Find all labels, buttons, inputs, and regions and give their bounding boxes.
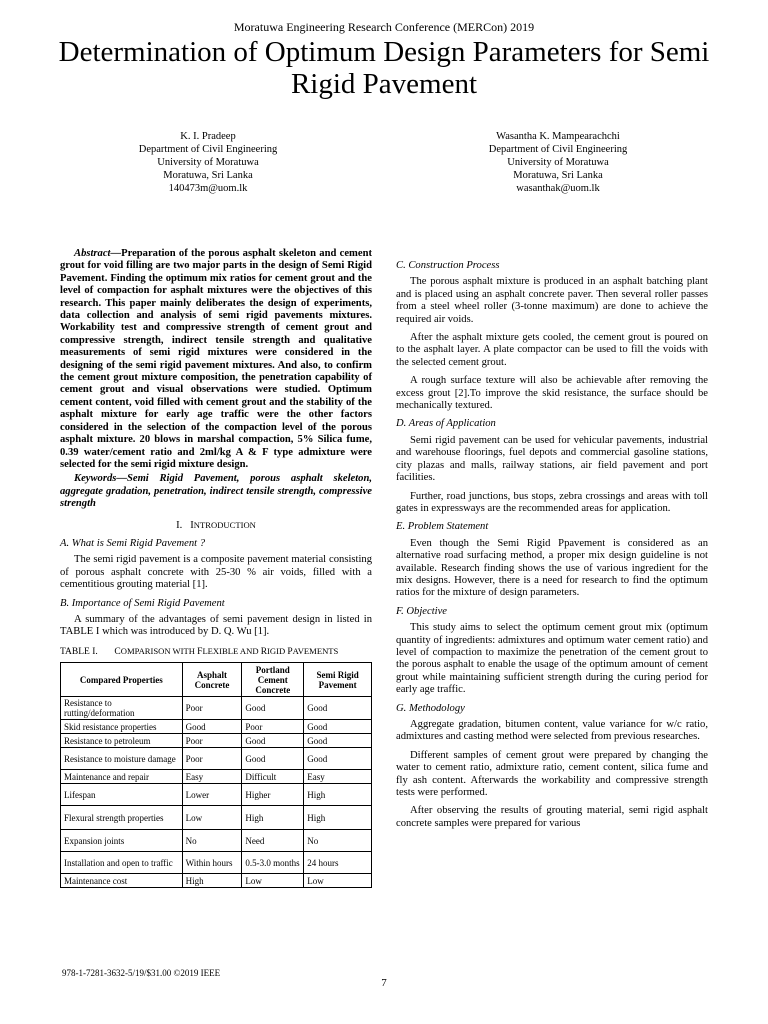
conference-header: Moratuwa Engineering Research Conference (MERCon) 2019 <box>233 20 535 34</box>
table-cell: Need <box>242 830 304 852</box>
table-row <box>61 852 372 874</box>
paragraph-c3: A rough surface texture will also be achievable after removing the excess grout [2].To improve the skid resistance, the surface should be mechanically textured. <box>396 375 708 412</box>
subsection-heading-c: C. Construction Process <box>396 260 500 271</box>
table-row <box>61 830 372 852</box>
table-cell: Easy <box>304 770 372 784</box>
paragraph-f: This study aims to select the optimum cement grout mix (optimum quantity of ingredients: admixtures and optimum water cement ratio) and level of compaction to maximize the penetration of the cement grout to the porous asphalt to enable the usage of the optimum amount of cement grout while maintaining sufficient strength during the curing period for early age traffic. <box>396 622 708 696</box>
table-cell: Poor <box>242 720 304 734</box>
table-cell: Low <box>304 874 372 888</box>
table-cell: Higher <box>242 784 304 806</box>
paper-title: Determination of Optimum Design Parameters for Semi Rigid Pavement <box>58 36 710 100</box>
table-row <box>61 748 372 770</box>
table-cell: Skid resistance properties <box>61 720 183 734</box>
subsection-heading-d: D. Areas of Application <box>396 418 496 430</box>
caption-part-4: AVEMENTS <box>292 645 339 656</box>
table-cell: High <box>242 806 304 830</box>
keywords <box>60 473 372 510</box>
paragraph-d1: Semi rigid pavement can be used for vehicular pavements, industrial and warehouse floorings, fuel depots and commercial gasoline stations, city plazas and malls, railway stations, air field pavement and port facilities. <box>396 434 708 484</box>
table-row <box>61 874 372 888</box>
table-cell: Resistance to petroleum <box>61 734 183 748</box>
table-row <box>61 720 372 734</box>
table-cell: Expansion joints <box>61 830 183 852</box>
subsection-heading-a: A. What is Semi Rigid Pavement ? <box>60 537 206 549</box>
table-row <box>61 734 372 748</box>
table-cell: Low <box>242 874 304 888</box>
table-cell: Easy <box>182 770 242 784</box>
paragraph-g3: After observing the results of grouting material, semi rigid asphalt concrete samples were prepared for various <box>396 805 708 829</box>
paragraph-g2: Different samples of cement grout were prepared by changing the water to cement ratio, admixture ratio, cement content, silica fume and fly ash content. Afterwards the workability and compressive strength tests were performed. <box>396 749 708 799</box>
abstract-label: Abstract— <box>74 248 122 259</box>
caption-initial-f: F <box>197 646 203 657</box>
table-cell: Good <box>242 748 304 770</box>
paragraph-c2: After the asphalt mixture gets cooled, the cement grout is poured on to the asphalt layer. A plate compactor can be used to fill the voids with the selected cement grout. <box>396 332 708 368</box>
right-column <box>396 256 708 836</box>
keywords-text: Semi Rigid Pavement, porous asphalt skeleton, aggregate gradation, penetration, indirect tensile strength, compressive strength <box>60 473 372 510</box>
caption-part-2: LEXIBLE AND <box>202 645 261 656</box>
table-cell: Installation and open to traffic <box>61 852 183 874</box>
subsection-heading-f: F. Objective <box>396 605 447 617</box>
caption-part-1: OMPARISON WITH <box>120 645 198 656</box>
table-cell: Resistance to rutting/deformation <box>61 697 183 720</box>
table-cell: Good <box>304 697 372 720</box>
abstract <box>60 248 372 471</box>
paragraph-a: The semi rigid pavement is a composite pavement material consisting of porous asphalt concrete with 25-30 % air voids, filled with a cementitious grouting material [1]. <box>60 554 372 591</box>
section-title-initial: I <box>190 519 194 531</box>
table-cell: 0.5-3.0 months <box>242 852 304 874</box>
table-row <box>61 784 372 806</box>
caption-initial-c: C <box>114 646 121 657</box>
paragraph-g1: Aggregate gradation, bitumen content, value variance for w/c ratio, admixtures and casting method were selected from previous researches. <box>396 719 708 743</box>
table-cell: Good <box>242 697 304 720</box>
table-row <box>61 697 372 720</box>
table-cell: Maintenance and repair <box>61 770 183 784</box>
author-dept: Department of Civil Engineering <box>488 144 628 155</box>
author-name: K. I. Pradeep <box>180 131 236 142</box>
table-row <box>61 770 372 784</box>
copyright-footer: 978-1-7281-3632-5/19/$31.00 ©2019 IEEE <box>62 968 221 978</box>
table-cell: Within hours <box>182 852 242 874</box>
abstract-text: Preparation of the porous asphalt skeleton and cement grout for void filling are two major parts in the design of Semi Rigid Pavement. Finding the optimum mix ratios for cement grout and the level of compaction for asphalt mixtures were the objectives of this research. This paper mainly deliberates the design of experiments, data collection and analysis of semi rigid pavements mixtures. Workability test and compressive strength of cement grout and compressive strength, indirect tensile strength and qualitative measurements of semi rigid mixtures were considered in the designing of the semi rigid pavement mixtures. And also, to confirm the cement grout mixture composition, the penetration capability of cement grout and visual observations were studied. Optimum cement content, void filled with cement grout and the stability of the asphalt mixture for early age traffic were the other factors considered in the selection of the compaction level of the porous asphalt mixture. 20 blows in marshal compaction, 5% Silica fume, 0.39 water/cement ratio and 2ml/kg A & F type admixture were selected for the semi rigid mixture design. <box>60 248 372 470</box>
section-title-rest: NTRODUCTION <box>193 519 256 530</box>
author-dept: Department of Civil Engineering <box>138 144 278 155</box>
table-cell: Maintenance cost <box>61 874 183 888</box>
table-cell: Good <box>304 748 372 770</box>
paragraph-b: A summary of the advantages of semi pavement design in listed in TABLE I which was introduced by D. Q. Wu [1]. <box>60 613 372 638</box>
subsection-heading-b: B. Importance of Semi Rigid Pavement <box>60 597 225 609</box>
table-cell: Good <box>242 734 304 748</box>
table-cell: Poor <box>182 697 242 720</box>
table-cell: Lifespan <box>61 784 183 806</box>
left-column <box>60 248 372 888</box>
table-caption <box>60 645 372 658</box>
paragraph-e: Even though the Semi Rigid Ppavement is considered as an alternative road surfacing method, a proper mix design guideline is not available. Research finding shows the use of various ingredient for the mix designs. However, there is a need for research to find the optimum ratios for the mixture of design parameters. <box>396 537 708 599</box>
table-header-cell: Compared Properties <box>61 663 183 697</box>
table-header-cell: Asphalt Concrete <box>182 663 242 697</box>
table-cell: High <box>182 874 242 888</box>
paragraph-d2: Further, road junctions, bus stops, zebra crossings and areas with toll gates in expressways are the recommended areas for application. <box>396 490 708 514</box>
author-univ: University of Moratuwa <box>507 157 609 168</box>
table-cell: Good <box>304 734 372 748</box>
section-heading-introduction <box>60 519 372 532</box>
table-header-row <box>61 663 372 697</box>
paragraph-c1: The porous asphalt mixture is produced in an asphalt batching plant and is placed using an asphalt concrete paver. Then several roller passes from a steel wheel roller (3-tonne maximum) are done to achieve the required air voids. <box>396 276 708 325</box>
comparison-table <box>60 662 372 888</box>
author-location: Moratuwa, Sri Lanka <box>513 170 603 181</box>
table-row <box>61 806 372 830</box>
table-cell: Resistance to moisture damage <box>61 748 183 770</box>
page-number: 7 <box>381 977 387 989</box>
subsection-heading-e: E. Problem Statement <box>396 521 489 533</box>
table-cell: Good <box>182 720 242 734</box>
table-cell: High <box>304 806 372 830</box>
table-cell: Poor <box>182 734 242 748</box>
caption-initial-r: R <box>260 646 268 657</box>
subsection-heading-g: G. Methodology <box>396 702 465 714</box>
author-email: wasanthak@uom.lk <box>516 183 600 194</box>
author-block-1 <box>88 130 328 195</box>
author-univ: University of Moratuwa <box>157 157 259 168</box>
caption-part-3: IGID <box>267 645 288 656</box>
author-email: 140473m@uom.lk <box>168 183 248 194</box>
author-location: Moratuwa, Sri Lanka <box>163 170 253 181</box>
keywords-label: Keywords— <box>74 473 127 485</box>
caption-initial-p: P <box>287 646 293 657</box>
table-cell: Flexural strength properties <box>61 806 183 830</box>
table-cell: No <box>304 830 372 852</box>
table-cell: 24 hours <box>304 852 372 874</box>
table-cell: Poor <box>182 748 242 770</box>
table-cell: Good <box>304 720 372 734</box>
table-cell: High <box>304 784 372 806</box>
table-header-cell: Semi Rigid Pavement <box>304 663 372 697</box>
author-block-2 <box>438 130 678 195</box>
table-cell: Low <box>182 806 242 830</box>
table-header-cell: Portland Cement Concrete <box>242 663 304 697</box>
table-cell: Lower <box>182 784 242 806</box>
table-cell: Difficult <box>242 770 304 784</box>
author-name: Wasantha K. Mampearachchi <box>496 131 620 142</box>
table-cell: No <box>182 830 242 852</box>
table-label: TABLE I. <box>60 646 98 657</box>
section-number: I. <box>176 519 183 531</box>
